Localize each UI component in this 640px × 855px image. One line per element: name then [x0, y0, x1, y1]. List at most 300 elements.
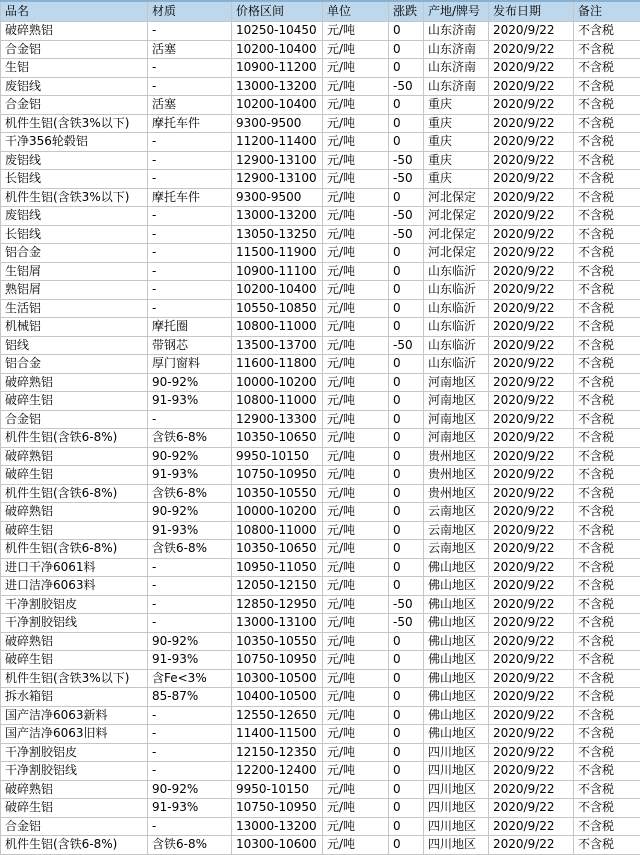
cell-material: - — [148, 817, 232, 836]
cell-unit: 元/吨 — [323, 521, 389, 540]
cell-material: 含铁6-8% — [148, 836, 232, 855]
cell-origin-brand: 佛山地区 — [424, 632, 489, 651]
cell-change: 0 — [389, 836, 424, 855]
cell-change: 0 — [389, 188, 424, 207]
cell-origin-brand: 重庆 — [424, 114, 489, 133]
cell-change: 0 — [389, 762, 424, 781]
cell-change: -50 — [389, 225, 424, 244]
table-row — [1, 540, 640, 559]
cell-note: 不含税 — [574, 817, 640, 836]
cell-change: -50 — [389, 170, 424, 189]
cell-note: 不含税 — [574, 392, 640, 411]
cell-publish-date: 2020/9/22 — [489, 595, 574, 614]
cell-publish-date: 2020/9/22 — [489, 281, 574, 300]
cell-product: 国产洁净6063新料 — [1, 706, 148, 725]
cell-publish-date: 2020/9/22 — [489, 780, 574, 799]
cell-material: - — [148, 170, 232, 189]
cell-origin-brand: 重庆 — [424, 170, 489, 189]
cell-product: 破碎生铝 — [1, 799, 148, 818]
cell-unit: 元/吨 — [323, 540, 389, 559]
cell-publish-date: 2020/9/22 — [489, 77, 574, 96]
cell-product: 破碎熟铝 — [1, 780, 148, 799]
cell-publish-date: 2020/9/22 — [489, 299, 574, 318]
cell-unit: 元/吨 — [323, 281, 389, 300]
table-row — [1, 614, 640, 633]
cell-unit: 元/吨 — [323, 651, 389, 670]
cell-origin-brand: 四川地区 — [424, 743, 489, 762]
cell-origin-brand: 四川地区 — [424, 836, 489, 855]
cell-price-range: 11500-11900 — [232, 244, 323, 263]
cell-unit: 元/吨 — [323, 577, 389, 596]
cell-origin-brand: 云南地区 — [424, 521, 489, 540]
cell-price-range: 10950-11050 — [232, 558, 323, 577]
cell-product: 生活铝 — [1, 299, 148, 318]
cell-price-range: 12550-12650 — [232, 706, 323, 725]
column-header-origin-brand: 产地/牌号 — [424, 1, 489, 22]
cell-note: 不含税 — [574, 632, 640, 651]
table-row — [1, 632, 640, 651]
cell-change: 0 — [389, 466, 424, 485]
cell-change: 0 — [389, 447, 424, 466]
table-body — [1, 22, 640, 855]
cell-material: - — [148, 577, 232, 596]
cell-material: 摩托车件 — [148, 114, 232, 133]
table-row — [1, 836, 640, 855]
cell-price-range: 10750-10950 — [232, 799, 323, 818]
cell-product: 机件生铝(含铁6-8%) — [1, 836, 148, 855]
cell-change: 0 — [389, 706, 424, 725]
cell-unit: 元/吨 — [323, 207, 389, 226]
cell-origin-brand: 佛山地区 — [424, 595, 489, 614]
cell-change: 0 — [389, 725, 424, 744]
cell-change: 0 — [389, 429, 424, 448]
cell-publish-date: 2020/9/22 — [489, 170, 574, 189]
cell-publish-date: 2020/9/22 — [489, 188, 574, 207]
cell-price-range: 10000-10200 — [232, 503, 323, 522]
cell-product: 破碎熟铝 — [1, 447, 148, 466]
cell-change: -50 — [389, 207, 424, 226]
cell-origin-brand: 河南地区 — [424, 373, 489, 392]
cell-product: 机件生铝(含铁3%以下) — [1, 669, 148, 688]
cell-change: 0 — [389, 59, 424, 78]
cell-publish-date: 2020/9/22 — [489, 651, 574, 670]
cell-origin-brand: 山东临沂 — [424, 355, 489, 374]
cell-publish-date: 2020/9/22 — [489, 114, 574, 133]
table-row — [1, 688, 640, 707]
cell-publish-date: 2020/9/22 — [489, 392, 574, 411]
cell-unit: 元/吨 — [323, 151, 389, 170]
cell-product: 铝合金 — [1, 244, 148, 263]
column-header-material: 材质 — [148, 1, 232, 22]
cell-price-range: 11400-11500 — [232, 725, 323, 744]
header-row — [1, 1, 640, 22]
cell-change: 0 — [389, 114, 424, 133]
cell-origin-brand: 山东济南 — [424, 22, 489, 41]
cell-product: 破碎熟铝 — [1, 503, 148, 522]
cell-price-range: 9950-10150 — [232, 447, 323, 466]
cell-publish-date: 2020/9/22 — [489, 447, 574, 466]
cell-unit: 元/吨 — [323, 392, 389, 411]
cell-origin-brand: 四川地区 — [424, 762, 489, 781]
cell-product: 机件生铝(含铁6-8%) — [1, 540, 148, 559]
cell-product: 破碎生铝 — [1, 466, 148, 485]
cell-product: 破碎生铝 — [1, 651, 148, 670]
cell-material: 91-93% — [148, 466, 232, 485]
cell-publish-date: 2020/9/22 — [489, 503, 574, 522]
cell-publish-date: 2020/9/22 — [489, 318, 574, 337]
cell-unit: 元/吨 — [323, 59, 389, 78]
cell-price-range: 12900-13100 — [232, 170, 323, 189]
cell-origin-brand: 佛山地区 — [424, 558, 489, 577]
cell-price-range: 10900-11200 — [232, 59, 323, 78]
cell-change: 0 — [389, 503, 424, 522]
cell-change: 0 — [389, 318, 424, 337]
cell-unit: 元/吨 — [323, 447, 389, 466]
cell-change: 0 — [389, 22, 424, 41]
cell-unit: 元/吨 — [323, 503, 389, 522]
cell-note: 不含税 — [574, 96, 640, 115]
cell-price-range: 10300-10500 — [232, 669, 323, 688]
cell-unit: 元/吨 — [323, 780, 389, 799]
cell-product: 机件生铝(含铁3%以下) — [1, 114, 148, 133]
cell-product: 长铝线 — [1, 170, 148, 189]
cell-material: 摩托车件 — [148, 188, 232, 207]
cell-note: 不含税 — [574, 336, 640, 355]
cell-note: 不含税 — [574, 151, 640, 170]
cell-publish-date: 2020/9/22 — [489, 743, 574, 762]
cell-change: 0 — [389, 780, 424, 799]
cell-origin-brand: 河南地区 — [424, 410, 489, 429]
cell-material: 含铁6-8% — [148, 429, 232, 448]
cell-note: 不含税 — [574, 725, 640, 744]
cell-product: 干净割胶铝皮 — [1, 743, 148, 762]
cell-material: 90-92% — [148, 503, 232, 522]
cell-publish-date: 2020/9/22 — [489, 558, 574, 577]
cell-publish-date: 2020/9/22 — [489, 817, 574, 836]
cell-origin-brand: 河北保定 — [424, 225, 489, 244]
cell-material: - — [148, 225, 232, 244]
cell-note: 不含税 — [574, 207, 640, 226]
table-row — [1, 651, 640, 670]
cell-change: -50 — [389, 151, 424, 170]
cell-unit: 元/吨 — [323, 725, 389, 744]
cell-change: 0 — [389, 40, 424, 59]
cell-price-range: 13000-13100 — [232, 614, 323, 633]
cell-price-range: 12200-12400 — [232, 762, 323, 781]
cell-unit: 元/吨 — [323, 262, 389, 281]
cell-product: 长铝线 — [1, 225, 148, 244]
cell-material: - — [148, 614, 232, 633]
cell-product: 干净割胶铝线 — [1, 614, 148, 633]
cell-origin-brand: 贵州地区 — [424, 447, 489, 466]
cell-note: 不含税 — [574, 225, 640, 244]
cell-product: 合金铝 — [1, 40, 148, 59]
cell-change: 0 — [389, 669, 424, 688]
cell-product: 合金铝 — [1, 817, 148, 836]
cell-material: - — [148, 244, 232, 263]
table-row — [1, 669, 640, 688]
cell-product: 机械铝 — [1, 318, 148, 337]
table-row — [1, 96, 640, 115]
cell-price-range: 10750-10950 — [232, 466, 323, 485]
cell-unit: 元/吨 — [323, 40, 389, 59]
cell-publish-date: 2020/9/22 — [489, 688, 574, 707]
cell-unit: 元/吨 — [323, 225, 389, 244]
cell-change: 0 — [389, 651, 424, 670]
cell-note: 不含税 — [574, 77, 640, 96]
cell-material: 含铁6-8% — [148, 540, 232, 559]
cell-origin-brand: 河北保定 — [424, 244, 489, 263]
cell-note: 不含税 — [574, 521, 640, 540]
cell-publish-date: 2020/9/22 — [489, 151, 574, 170]
table-row — [1, 299, 640, 318]
cell-unit: 元/吨 — [323, 22, 389, 41]
cell-material: - — [148, 262, 232, 281]
table-row — [1, 133, 640, 152]
cell-change: 0 — [389, 355, 424, 374]
cell-change: -50 — [389, 336, 424, 355]
cell-price-range: 12050-12150 — [232, 577, 323, 596]
cell-material: 90-92% — [148, 632, 232, 651]
cell-product: 合金铝 — [1, 96, 148, 115]
cell-price-range: 13500-13700 — [232, 336, 323, 355]
table-row — [1, 207, 640, 226]
cell-note: 不含税 — [574, 59, 640, 78]
cell-product: 干净割胶铝皮 — [1, 595, 148, 614]
cell-change: 0 — [389, 262, 424, 281]
cell-material: - — [148, 725, 232, 744]
table-row — [1, 114, 640, 133]
cell-price-range: 10300-10600 — [232, 836, 323, 855]
cell-price-range: 10550-10850 — [232, 299, 323, 318]
cell-material: - — [148, 595, 232, 614]
cell-origin-brand: 山东临沂 — [424, 336, 489, 355]
cell-publish-date: 2020/9/22 — [489, 225, 574, 244]
cell-note: 不含税 — [574, 22, 640, 41]
cell-publish-date: 2020/9/22 — [489, 632, 574, 651]
cell-note: 不含税 — [574, 188, 640, 207]
cell-product: 进口洁净6063料 — [1, 577, 148, 596]
cell-note: 不含税 — [574, 669, 640, 688]
table-row — [1, 40, 640, 59]
cell-note: 不含税 — [574, 558, 640, 577]
cell-change: 0 — [389, 299, 424, 318]
cell-origin-brand: 山东济南 — [424, 77, 489, 96]
cell-change: 0 — [389, 799, 424, 818]
cell-material: - — [148, 22, 232, 41]
cell-note: 不含税 — [574, 577, 640, 596]
cell-change: 0 — [389, 410, 424, 429]
table-row — [1, 817, 640, 836]
cell-unit: 元/吨 — [323, 836, 389, 855]
cell-unit: 元/吨 — [323, 373, 389, 392]
cell-note: 不含税 — [574, 540, 640, 559]
cell-origin-brand: 重庆 — [424, 133, 489, 152]
cell-product: 废铝线 — [1, 77, 148, 96]
cell-price-range: 11200-11400 — [232, 133, 323, 152]
cell-publish-date: 2020/9/22 — [489, 244, 574, 263]
table-row — [1, 318, 640, 337]
cell-origin-brand: 贵州地区 — [424, 484, 489, 503]
cell-note: 不含税 — [574, 836, 640, 855]
cell-unit: 元/吨 — [323, 318, 389, 337]
table-row — [1, 503, 640, 522]
column-header-unit: 单位 — [323, 1, 389, 22]
cell-origin-brand: 河北保定 — [424, 207, 489, 226]
cell-note: 不含税 — [574, 743, 640, 762]
cell-product: 国产洁净6063旧料 — [1, 725, 148, 744]
cell-change: -50 — [389, 614, 424, 633]
table-row — [1, 780, 640, 799]
cell-publish-date: 2020/9/22 — [489, 540, 574, 559]
column-header-note: 备注 — [574, 1, 640, 22]
cell-unit: 元/吨 — [323, 669, 389, 688]
cell-change: 0 — [389, 244, 424, 263]
cell-origin-brand: 山东临沂 — [424, 299, 489, 318]
cell-note: 不含税 — [574, 318, 640, 337]
cell-publish-date: 2020/9/22 — [489, 373, 574, 392]
cell-publish-date: 2020/9/22 — [489, 207, 574, 226]
cell-publish-date: 2020/9/22 — [489, 133, 574, 152]
cell-product: 废铝线 — [1, 151, 148, 170]
cell-origin-brand: 佛山地区 — [424, 688, 489, 707]
cell-price-range: 9300-9500 — [232, 188, 323, 207]
table-row — [1, 244, 640, 263]
cell-note: 不含税 — [574, 170, 640, 189]
table-row — [1, 22, 640, 41]
cell-note: 不含税 — [574, 429, 640, 448]
table-row — [1, 410, 640, 429]
cell-price-range: 10250-10450 — [232, 22, 323, 41]
table-row — [1, 373, 640, 392]
cell-price-range: 9300-9500 — [232, 114, 323, 133]
cell-material: 带钢芯 — [148, 336, 232, 355]
cell-change: 0 — [389, 373, 424, 392]
cell-change: 0 — [389, 281, 424, 300]
cell-unit: 元/吨 — [323, 743, 389, 762]
cell-note: 不含税 — [574, 595, 640, 614]
cell-origin-brand: 佛山地区 — [424, 577, 489, 596]
cell-unit: 元/吨 — [323, 188, 389, 207]
cell-product: 破碎熟铝 — [1, 373, 148, 392]
table-row — [1, 595, 640, 614]
cell-material: 活塞 — [148, 96, 232, 115]
table-row — [1, 188, 640, 207]
cell-note: 不含税 — [574, 614, 640, 633]
cell-origin-brand: 河南地区 — [424, 429, 489, 448]
cell-origin-brand: 佛山地区 — [424, 725, 489, 744]
column-header-change: 涨跌 — [389, 1, 424, 22]
cell-publish-date: 2020/9/22 — [489, 262, 574, 281]
cell-publish-date: 2020/9/22 — [489, 577, 574, 596]
cell-origin-brand: 佛山地区 — [424, 651, 489, 670]
cell-product: 干净割胶铝线 — [1, 762, 148, 781]
cell-unit: 元/吨 — [323, 484, 389, 503]
cell-unit: 元/吨 — [323, 336, 389, 355]
cell-note: 不含税 — [574, 373, 640, 392]
cell-unit: 元/吨 — [323, 632, 389, 651]
cell-origin-brand: 佛山地区 — [424, 669, 489, 688]
cell-change: 0 — [389, 521, 424, 540]
cell-note: 不含税 — [574, 262, 640, 281]
cell-product: 破碎生铝 — [1, 392, 148, 411]
cell-price-range: 11600-11800 — [232, 355, 323, 374]
cell-price-range: 10350-10650 — [232, 429, 323, 448]
cell-origin-brand: 四川地区 — [424, 817, 489, 836]
cell-price-range: 12850-12950 — [232, 595, 323, 614]
cell-change: -50 — [389, 595, 424, 614]
cell-unit: 元/吨 — [323, 762, 389, 781]
cell-unit: 元/吨 — [323, 614, 389, 633]
cell-publish-date: 2020/9/22 — [489, 466, 574, 485]
cell-price-range: 10350-10550 — [232, 632, 323, 651]
cell-product: 破碎生铝 — [1, 521, 148, 540]
cell-note: 不含税 — [574, 706, 640, 725]
cell-publish-date: 2020/9/22 — [489, 355, 574, 374]
table-row — [1, 429, 640, 448]
cell-price-range: 12150-12350 — [232, 743, 323, 762]
table-row — [1, 484, 640, 503]
table-row — [1, 281, 640, 300]
column-header-product: 品名 — [1, 1, 148, 22]
table-row — [1, 706, 640, 725]
cell-material: 摩托圈 — [148, 318, 232, 337]
cell-product: 生铝屑 — [1, 262, 148, 281]
cell-change: 0 — [389, 540, 424, 559]
cell-material: - — [148, 77, 232, 96]
table-row — [1, 336, 640, 355]
cell-change: 0 — [389, 558, 424, 577]
cell-price-range: 13050-13250 — [232, 225, 323, 244]
cell-note: 不含税 — [574, 410, 640, 429]
cell-price-range: 10000-10200 — [232, 373, 323, 392]
cell-origin-brand: 河南地区 — [424, 392, 489, 411]
table-row — [1, 225, 640, 244]
cell-note: 不含税 — [574, 281, 640, 300]
cell-publish-date: 2020/9/22 — [489, 484, 574, 503]
cell-price-range: 10750-10950 — [232, 651, 323, 670]
cell-product: 拆水箱铝 — [1, 688, 148, 707]
cell-change: 0 — [389, 743, 424, 762]
cell-material: - — [148, 281, 232, 300]
cell-origin-brand: 重庆 — [424, 96, 489, 115]
cell-unit: 元/吨 — [323, 817, 389, 836]
cell-note: 不含税 — [574, 799, 640, 818]
cell-unit: 元/吨 — [323, 466, 389, 485]
table-row — [1, 392, 640, 411]
cell-change: 0 — [389, 484, 424, 503]
table-row — [1, 558, 640, 577]
cell-unit: 元/吨 — [323, 799, 389, 818]
table-row — [1, 743, 640, 762]
cell-unit: 元/吨 — [323, 595, 389, 614]
cell-unit: 元/吨 — [323, 299, 389, 318]
cell-origin-brand: 云南地区 — [424, 503, 489, 522]
cell-change: 0 — [389, 688, 424, 707]
cell-material: - — [148, 133, 232, 152]
table-row — [1, 762, 640, 781]
cell-material: 90-92% — [148, 780, 232, 799]
cell-product: 干净356轮毂铝 — [1, 133, 148, 152]
column-header-publish-date: 发布日期 — [489, 1, 574, 22]
cell-unit: 元/吨 — [323, 558, 389, 577]
cell-publish-date: 2020/9/22 — [489, 836, 574, 855]
cell-change: 0 — [389, 133, 424, 152]
cell-price-range: 13000-13200 — [232, 77, 323, 96]
cell-origin-brand: 山东济南 — [424, 40, 489, 59]
cell-note: 不含税 — [574, 40, 640, 59]
cell-material: 90-92% — [148, 447, 232, 466]
